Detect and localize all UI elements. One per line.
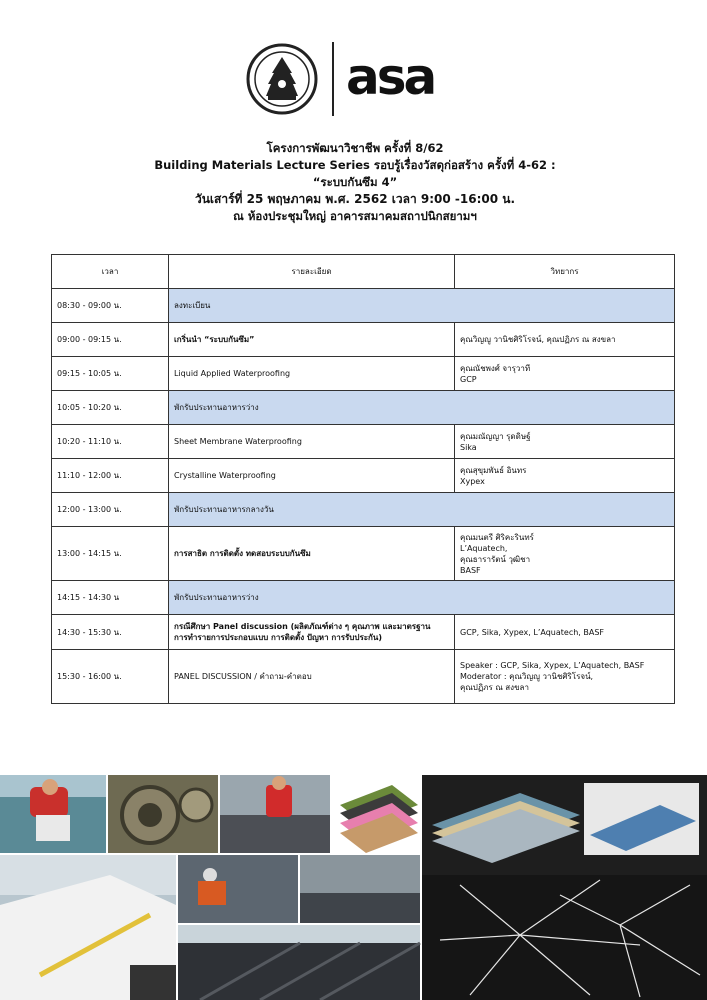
svg-text:asa: asa — [346, 54, 435, 98]
cell-time: 10:20 - 11:10 น. — [52, 425, 169, 459]
speaker-text: คุณปฏิภร ณ สงขลา — [460, 683, 529, 692]
detail-text: ลงทะเบียน — [174, 301, 211, 310]
table-row — [52, 323, 675, 357]
heading-line-1: โครงการพัฒนาวิชาชีพ ครั้งที่ 8/62 — [266, 141, 444, 155]
detail-text: กรณีศึกษา Panel discussion (ผลิตภัณฑ์ต่าง ๆ คุณภาพ และมาตรฐาน — [174, 622, 431, 631]
cell-detail — [169, 527, 455, 581]
speaker-text: GCP — [460, 374, 477, 384]
cell-detail — [169, 581, 675, 615]
table-row — [52, 289, 675, 323]
cell-time: 09:00 - 09:15 น. — [52, 323, 169, 357]
speaker-text: BASF — [460, 565, 481, 575]
detail-text: Sheet Membrane Waterproofing — [174, 437, 302, 446]
table-row — [52, 459, 675, 493]
cell-detail — [169, 357, 455, 391]
speaker-text: คุณมณัญญา รุดดิษฐ์ — [460, 431, 531, 441]
cell-time: 11:10 - 12:00 น. — [52, 459, 169, 493]
table-row — [52, 527, 675, 581]
cell-time: 14:30 - 15:30 น. — [52, 615, 169, 650]
cell-speaker — [455, 527, 675, 581]
cell-detail — [169, 289, 675, 323]
speaker-text: คุณวิญญู วานิชศิริโรจน์, คุณปฏิภร ณ สงขลา — [460, 335, 616, 344]
waterproofing-photo-collage — [0, 775, 707, 1000]
cell-time: 09:15 - 10:05 น. — [52, 357, 169, 391]
cell-detail — [169, 391, 675, 425]
header-speaker: วิทยากร — [455, 255, 675, 289]
detail-text: Liquid Applied Waterproofing — [174, 369, 291, 378]
cell-speaker — [455, 650, 675, 704]
speaker-text: คุณณัชพงศ์ จารุวาที — [460, 363, 531, 373]
speaker-text: Speaker : GCP, Sika, Xypex, L’Aquatech, BASF — [460, 661, 645, 670]
detail-text: Crystalline Waterproofing — [174, 471, 276, 480]
speaker-text: Sika — [460, 442, 477, 452]
cell-speaker — [455, 357, 675, 391]
detail-text: พักรับประทานอาหารว่าง — [174, 403, 259, 412]
cell-time: 14:15 - 14:30 น — [52, 581, 169, 615]
detail-text: เกริ่นนำ “ระบบกันซึม” — [174, 335, 255, 344]
cell-time: 08:30 - 09:00 น. — [52, 289, 169, 323]
cell-time: 13:00 - 14:15 น. — [52, 527, 169, 581]
speaker-text: L’Aquatech, — [460, 543, 508, 553]
table-row — [52, 615, 675, 650]
cell-time: 10:05 - 10:20 น. — [52, 391, 169, 425]
cell-speaker — [455, 323, 675, 357]
cell-detail — [169, 650, 455, 704]
detail-text: พักรับประทานอาหารกลางวัน — [174, 505, 274, 514]
table-row — [52, 493, 675, 527]
detail-text: การสาธิต การติดตั้ง ทดสอบระบบกันซึม — [174, 549, 311, 558]
association-seal-icon — [246, 40, 318, 118]
asa-logo-icon — [346, 54, 464, 98]
logo-header — [246, 40, 466, 120]
cell-detail — [169, 493, 675, 527]
speaker-text: คุณมนตรี ศิริคะรินทร์ — [460, 532, 534, 542]
cell-time: 15:30 - 16:00 น. — [52, 650, 169, 704]
cell-detail — [169, 323, 455, 357]
speaker-text: GCP, Sika, Xypex, L’Aquatech, BASF — [460, 627, 605, 637]
speaker-text: คุณสุขุมพันธ์ อินทร — [460, 465, 527, 475]
detail-text: PANEL DISCUSSION / คำถาม-คำตอบ — [174, 672, 312, 681]
cell-detail — [169, 425, 455, 459]
speaker-text: Xypex — [460, 476, 485, 486]
table-row — [52, 391, 675, 425]
table-row — [52, 357, 675, 391]
heading-line-2: Building Materials Lecture Series รอบรู้เรื่องวัสดุก่อสร้าง ครั้งที่ 4-62 : — [154, 158, 556, 172]
cell-time: 12:00 - 13:00 น. — [52, 493, 169, 527]
logo-divider — [332, 42, 334, 116]
heading-line-5: ณ ห้องประชุมใหญ่ อาคารสมาคมสถาปนิกสยามฯ — [233, 209, 477, 223]
heading-line-3: “ระบบกันซึม 4” — [312, 175, 398, 189]
cell-detail — [169, 459, 455, 493]
table-row — [52, 425, 675, 459]
table-row — [52, 581, 675, 615]
speaker-text: Moderator : คุณวิญญู วานิชศิริโรจน์, — [460, 672, 594, 681]
detail-text: พักรับประทานอาหารว่าง — [174, 593, 259, 602]
heading-line-4: วันเสาร์ที่ 25 พฤษภาคม พ.ศ. 2562 เวลา 9:00 -16:00 น. — [194, 192, 515, 206]
detail-text: การทำรายการประกอบแบบ การติดตั้ง ปัญหา การรับประกัน) — [174, 633, 383, 642]
table-header-row — [52, 255, 675, 289]
header-detail: รายละเอียด — [169, 255, 455, 289]
speaker-text: คุณธารารัตน์ วุฒิชา — [460, 554, 531, 564]
cell-speaker — [455, 615, 675, 650]
cell-speaker — [455, 425, 675, 459]
event-heading — [60, 140, 650, 225]
cell-detail — [169, 615, 455, 650]
table-row — [52, 650, 675, 704]
schedule-table — [51, 254, 675, 704]
cell-speaker — [455, 459, 675, 493]
header-time: เวลา — [52, 255, 169, 289]
